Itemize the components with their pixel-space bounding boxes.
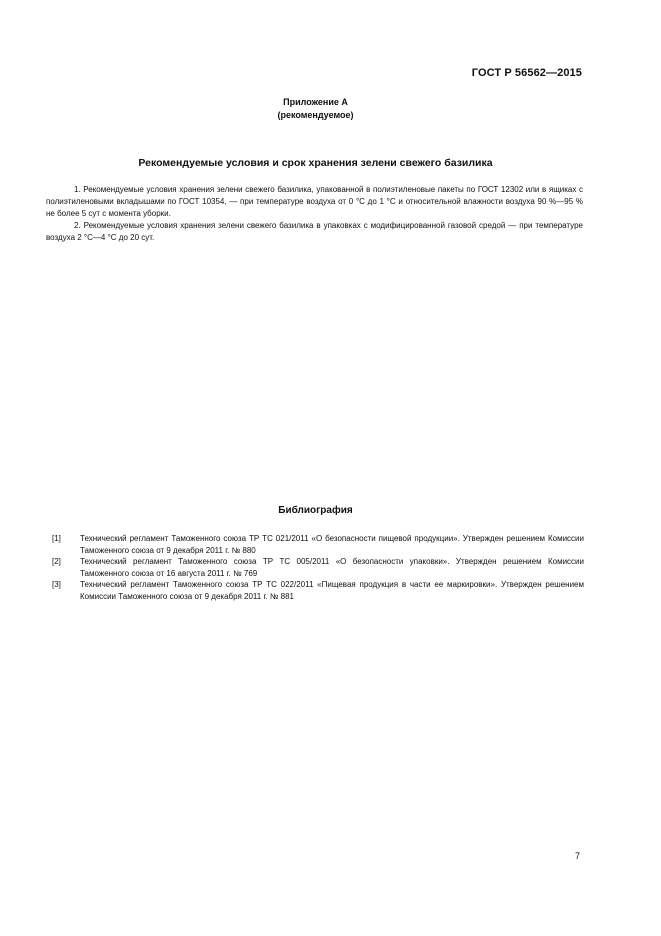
bibliography-text: Технический регламент Таможенного союза ТР ТС 005/2011 «О безопасности упаковки». Утвержден решением Комиссии Таможенного союза от 16 августа 2011 г. № 769 bbox=[80, 557, 584, 578]
paragraph-1: 1. Рекомендуемые условия хранения зелени свежего базилика, упакованной в полиэтиленовые пакеты по ГОСТ 12302 или в ящиках с полиэтиленовыми вкладышами по ГОСТ 10354, — при температуре воздуха от 0 °С до 1 °С и относительной влажности воздуха 90 %—95 % не более 5 сут с момента уборки. bbox=[46, 185, 583, 218]
appendix-title: Приложение А bbox=[283, 97, 348, 107]
bibliography-list bbox=[52, 533, 584, 602]
bibliography-item bbox=[52, 533, 584, 556]
bibliography-item bbox=[52, 579, 584, 602]
section-title: Рекомендуемые условия и срок хранения зелени свежего базилика bbox=[138, 157, 493, 169]
bibliography-title: Библиография bbox=[278, 505, 353, 516]
bibliography-number: [3] bbox=[52, 580, 61, 589]
bibliography-text: Технический регламент Таможенного союза ТР ТС 022/2011 «Пищевая продукция в части ее маркировки». Утвержден решением Комиссии Таможенного союза от 9 декабря 2011 г. № 881 bbox=[80, 580, 584, 601]
document-code: ГОСТ Р 56562—2015 bbox=[471, 67, 582, 79]
bibliography-item bbox=[52, 556, 584, 579]
appendix-subtitle: (рекомендуемое) bbox=[277, 110, 354, 120]
bibliography-text: Технический регламент Таможенного союза ТР ТС 021/2011 «О безопасности пищевой продукции». Утвержден решением Комиссии Таможенного союза от 9 декабря 2011 г. № 880 bbox=[80, 534, 584, 555]
bibliography-number: [1] bbox=[52, 534, 61, 543]
paragraph-2: 2. Рекомендуемые условия хранения зелени свежего базилика в упаковках с модифицированной газовой средой — при температуре воздуха 2 °С—4 °С до 20 сут. bbox=[46, 221, 583, 242]
bibliography-number: [2] bbox=[52, 557, 61, 566]
appendix-heading bbox=[0, 96, 631, 122]
section-body bbox=[46, 184, 583, 244]
page-number: 7 bbox=[574, 851, 580, 861]
